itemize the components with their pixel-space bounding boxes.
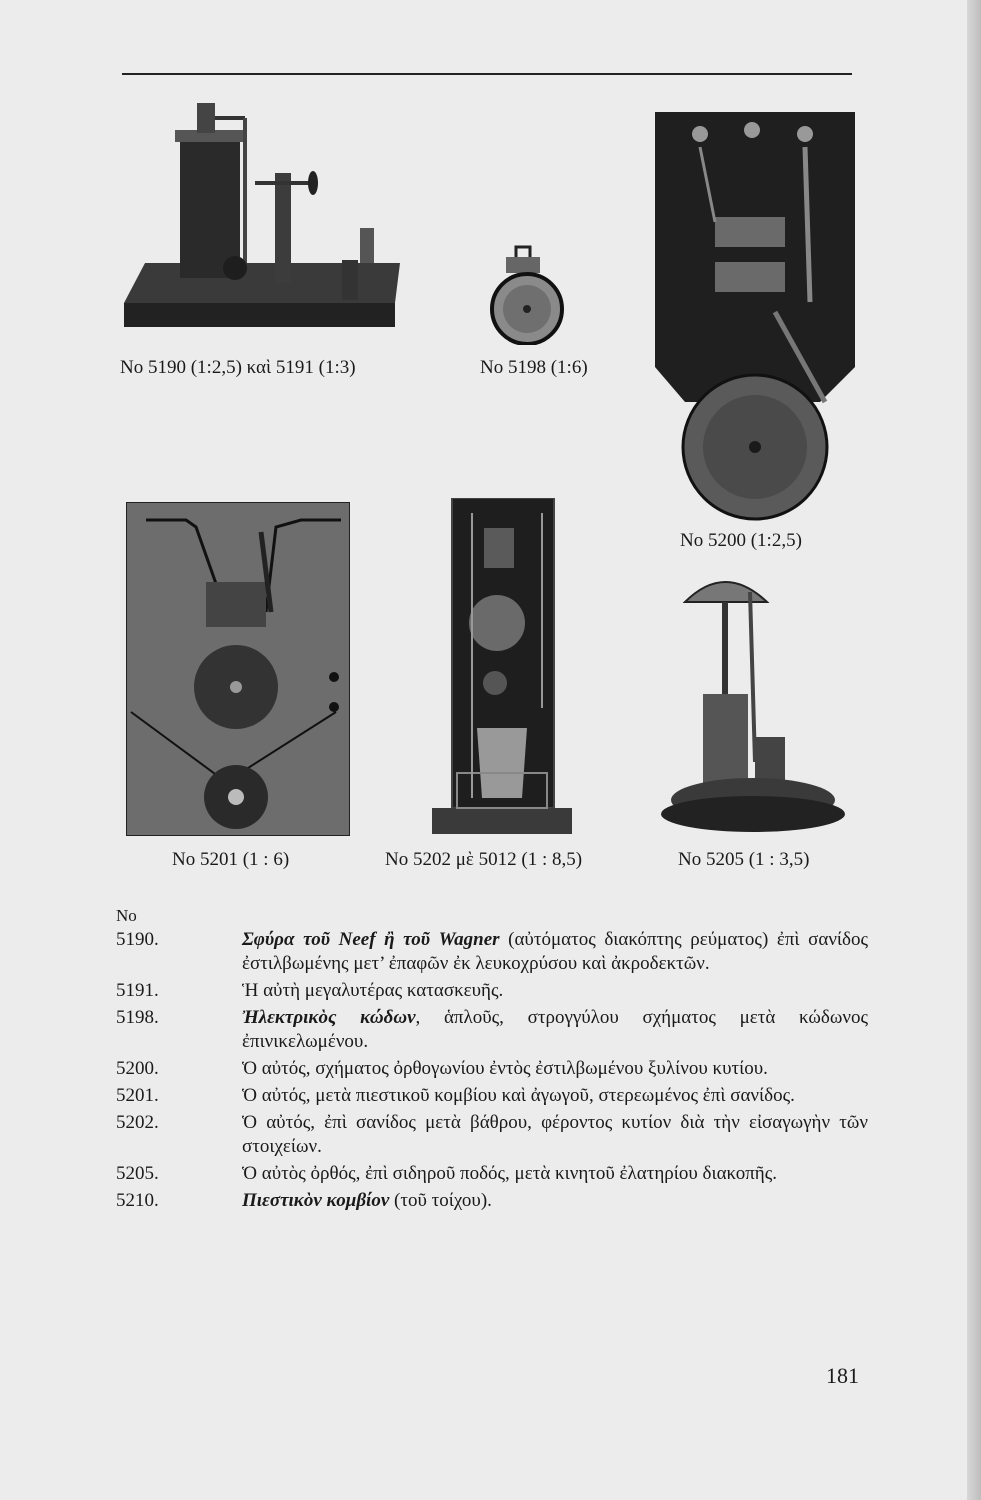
entry-number: 5210.	[116, 1190, 159, 1211]
catalog-entry	[116, 1057, 868, 1081]
entry-title: Ἠλεκτρικὸς κώδων	[242, 1007, 416, 1028]
entry-title: Σφύρα τοῦ Neef ἢ τοῦ Wagner	[242, 929, 500, 950]
box-bell-illustration	[655, 112, 860, 524]
list-header: No	[116, 906, 137, 925]
entry-number: 5201.	[116, 1085, 159, 1106]
catalog-entries	[116, 906, 868, 1216]
entry-text	[242, 1111, 868, 1159]
tall-board-bell-illustration	[432, 498, 572, 836]
board-bell-illustration	[126, 502, 350, 836]
caption-5190: No 5190 (1:2,5) καὶ 5191 (1:3)	[120, 357, 356, 378]
entry-number: 5190.	[116, 929, 159, 950]
caption-5202: No 5202 μὲ 5012 (1 : 8,5)	[385, 849, 583, 870]
entry-number: 5191.	[116, 980, 159, 1001]
entry-description: (αὐτόματος διακόπτης ρεύματος) ἐπὶ σανίδος ἐστιλβωμένης μετ’ ἐπαφῶν ἐκ λευκοχρύσου καὶ ἀκροδεκτῶν.	[242, 929, 868, 974]
entry-number: 5198.	[116, 1007, 159, 1028]
entry-text	[242, 928, 868, 976]
entry-description: , ἁπλοῦς, στρογγύλου σχήματος μετὰ κώδωνος ἐπινικελωμένου.	[242, 1007, 869, 1052]
entry-description: Ἡ αὐτὴ μεγαλυτέρας κατασκευῆς.	[242, 980, 504, 1001]
catalog-entry	[116, 1189, 868, 1213]
entry-number: 5200.	[116, 1058, 159, 1079]
caption-5200: No 5200 (1:2,5)	[680, 530, 802, 551]
catalog-entry	[116, 979, 868, 1003]
page-spine	[967, 0, 981, 1500]
wagner-hammer-illustration	[120, 98, 405, 330]
entry-text	[242, 1189, 868, 1213]
entry-description: Ὁ αὐτός, ἐπὶ σανίδος μετὰ βάθρου, φέροντος κυτίον διὰ τὴν εἰσαγωγὴν τῶν στοιχείων.	[242, 1112, 868, 1157]
entry-text	[242, 979, 868, 1003]
catalog-entry	[116, 1111, 868, 1159]
round-bell-illustration	[488, 245, 570, 345]
entry-text	[242, 1006, 868, 1054]
entry-description: Ὁ αὐτὸς ὀρθός, ἐπὶ σιδηροῦ ποδός, μετὰ κινητοῦ ἐλατηρίου διακοπῆς.	[242, 1163, 777, 1184]
caption-5198: No 5198 (1:6)	[480, 357, 588, 378]
entry-description: Ὁ αὐτός, σχήματος ὀρθογωνίου ἐντὸς ἐστιλβωμένου ξυλίνου κυτίου.	[242, 1058, 768, 1079]
entry-description: (τοῦ τοίχου).	[389, 1190, 492, 1211]
caption-5201: No 5201 (1 : 6)	[172, 849, 290, 870]
catalog-entry	[116, 1084, 868, 1108]
entry-title: Πιεστικὸν κομβίον	[242, 1190, 390, 1211]
top-rule	[122, 73, 852, 75]
entry-text	[242, 1084, 868, 1108]
page-number: 181	[826, 1363, 859, 1388]
upright-bell-illustration	[655, 562, 850, 834]
entry-description: Ὁ αὐτός, μετὰ πιεστικοῦ κομβίου καὶ ἀγωγοῦ, στερεωμένος ἐπὶ σανίδος.	[242, 1085, 795, 1106]
caption-5205: No 5205 (1 : 3,5)	[678, 849, 810, 870]
entry-number: 5205.	[116, 1163, 159, 1184]
catalog-entry	[116, 1162, 868, 1186]
catalog-entry	[116, 1006, 868, 1054]
catalog-entry	[116, 928, 868, 976]
entry-number: 5202.	[116, 1112, 159, 1133]
entry-text	[242, 1057, 868, 1081]
entry-text	[242, 1162, 868, 1186]
